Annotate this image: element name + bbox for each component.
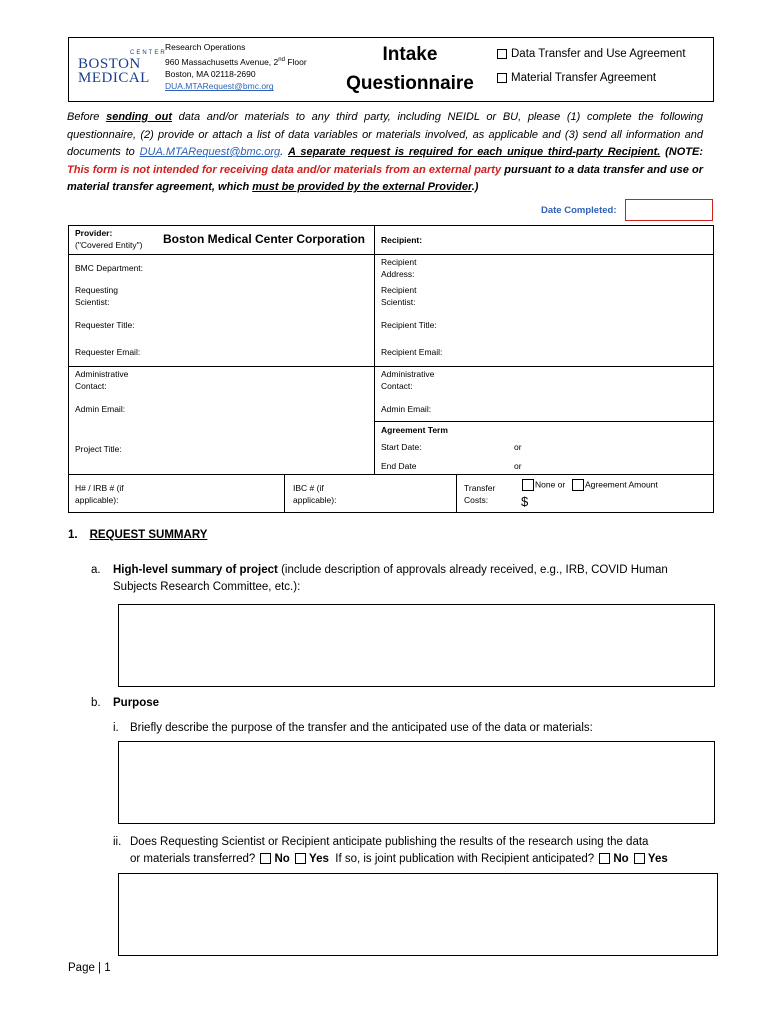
item-b-label: b. [91, 697, 101, 709]
purpose-field[interactable] [118, 741, 715, 824]
intro-paragraph: Before sending out data and/or materials to any third party, including NEIDL or BU, please (1) complete the following questionnaire, (2) provide or attach a list of data variables or materials involved, as applicable and (3) send all information and documents to DUA.MTARequest@bmc.org. A separate request is required for each unique third-party Recipient. (NOTE: This form is not intended for receiving data and/or materials from an external party pursuant to a data transfer and use or material transfer agreement, which must be provided by the external Provider.) [67, 111, 704, 193]
date-completed-field[interactable] [625, 199, 713, 221]
joint-yes-checkbox[interactable] [634, 853, 645, 864]
publication-field[interactable] [118, 873, 718, 956]
end-or-label: or [514, 461, 522, 471]
project-title-label: Project Title: [75, 444, 122, 454]
none-checkbox-row[interactable]: None or [522, 479, 565, 491]
section-1-heading: 1. REQUEST SUMMARY [68, 529, 208, 541]
item-a-label: a. [91, 564, 101, 576]
requester-title-label: Requester Title: [75, 320, 135, 330]
provider-label: Provider: ("Covered Entity") [75, 228, 143, 250]
none-checkbox[interactable] [522, 479, 534, 491]
provider-value: Boston Medical Center Corporation [163, 232, 366, 246]
org-name: Research Operations [165, 42, 246, 52]
address-block [165, 41, 307, 93]
publish-yes-checkbox[interactable] [295, 853, 306, 864]
boston-medical-logo: CENTER BOSTON MEDICAL [78, 50, 167, 86]
joint-no-checkbox[interactable] [599, 853, 610, 864]
item-b-title: Purpose [113, 697, 160, 709]
start-date-label: Start Date: [381, 442, 422, 452]
item-bii-label: ii. [113, 836, 122, 848]
requester-email-label: Requester Email: [75, 347, 141, 357]
address-line-2: Boston, MA 02118-2690 [165, 68, 256, 79]
mta-checkbox[interactable] [497, 73, 507, 83]
item-bi-label: i. [113, 722, 119, 734]
publish-no-checkbox[interactable] [260, 853, 271, 864]
intro-email-link[interactable]: DUA.MTARequest@bmc.org [139, 146, 281, 158]
item-a-text: High-level summary of project (include description of approvals already received, e.g., IRB, COVID Human Subjects Research Committee, etc.): [113, 564, 668, 593]
page-number: Page | 1 [68, 962, 111, 974]
date-completed-label: Date Completed: [541, 205, 617, 216]
item-bii-line1: Does Requesting Scientist or Recipient anticipate publishing the results of the research using the data [130, 836, 649, 848]
agreement-amount-checkbox[interactable] [572, 479, 584, 491]
requesting-scientist-label: Requesting Scientist: [75, 285, 119, 307]
agreement-amount-checkbox-row[interactable]: Agreement Amount [572, 479, 658, 491]
end-date-label: End Date [381, 461, 417, 471]
admin-contact-left-label: Administrative Contact: [75, 369, 129, 391]
recipient-title-label: Recipient Title: [381, 320, 437, 330]
start-or-label: or [514, 442, 522, 452]
agreement-term-label: Agreement Term [381, 425, 448, 435]
email-link[interactable]: DUA.MTARequest@bmc.org [165, 81, 274, 92]
transfer-costs-label: Transfer Costs: [464, 483, 496, 505]
admin-contact-right-label: Administrative Contact: [381, 369, 435, 391]
form-title: Intake Questionnaire [346, 44, 474, 94]
project-summary-field[interactable] [118, 604, 715, 687]
recipient-email-label: Recipient Email: [381, 347, 443, 357]
recipient-address-label: Recipient Address: [381, 257, 417, 279]
item-bi-text: Briefly describe the purpose of the transfer and the anticipated use of the data or materials: [130, 722, 593, 734]
admin-email-right-label: Admin Email: [381, 404, 432, 414]
mta-checkbox-row[interactable]: Material Transfer Agreement [497, 72, 656, 84]
admin-email-left-label: Admin Email: [75, 404, 126, 414]
item-bii-line2: or materials transferred? No Yes If so, is joint publication with Recipient anticipated? No Yes [130, 853, 668, 865]
dua-checkbox-row[interactable]: Data Transfer and Use Agreement [497, 48, 686, 60]
recipient-label: Recipient: [381, 235, 423, 245]
dollar-sign: $ [521, 494, 529, 509]
dua-checkbox[interactable] [497, 49, 507, 59]
h-irb-label: H# / IRB # (if applicable): [75, 483, 124, 505]
bmc-department-label: BMC Department: [75, 263, 144, 273]
recipient-scientist-label: Recipient Scientist: [381, 285, 417, 307]
address-line-1: 960 Massachusetts Avenue, 2nd Floor [165, 56, 307, 67]
ibc-label: IBC # (if applicable): [293, 483, 337, 505]
